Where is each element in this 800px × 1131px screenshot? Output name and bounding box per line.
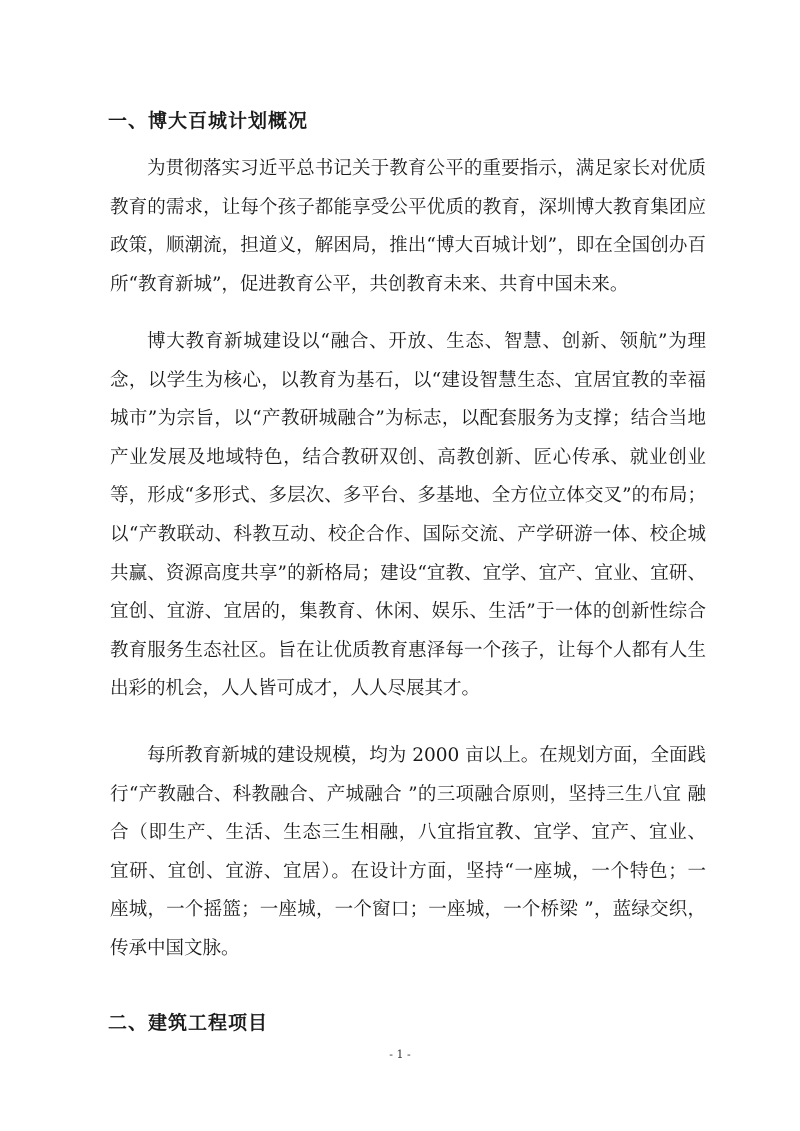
page-number: - 1 - xyxy=(389,1048,411,1061)
paragraph-intro: 为贯彻落实习近平总书记关于教育公平的重要指示，满足家长对优质教育的需求，让每个孩子都能享受公平优质的教育，深圳博大教育集团应政策，顺潮流，担道义，解困局，推出“博大百城计划”，即在全国创办百所“教育新城”，促进教育公平，共创教育未来、共育中国未来。 xyxy=(110,158,706,295)
paragraph-scale: 每所教育新城的建设规模，均为 2000 亩以上。在规划方面，全面践行“产教融合、科教融合、产城融合 ”的三项融合原则，坚持三生八宜 融合（即生产、生活、生态三生相融，八宜指宜教、宜学、宜产、宜业、 宜研、宜创、宜游、宜居）。在设计方面，坚持“一座城，一个特色；一 座城，一个摇篮；一座城，一个窗口；一座城，一个桥梁 ”，蓝绿交织， 传承中国文脉。 xyxy=(110,745,706,959)
section-heading-overview: 一、博大百城计划概况 xyxy=(108,110,309,132)
section-heading-construction: 二、建筑工程项目 xyxy=(108,1012,269,1034)
paragraph-concept: 博大教育新城建设以“融合、开放、生态、智慧、创新、领航”为理念，以学生为核心，以教育为基石，以“建设智慧生态、宜居宜教的幸福城市”为宗旨，以“产教研城融合”为标志，以配套服务为支撑；结合当地产业发展及地域特色，结合教研双创、高教创新、匠心传承、就业创业等，形成“多形式、多层次、多平台、多基地、全方位立体交叉”的布局；以“产教联动、科教互动、校企合作、国际交流、产学研游一体、校企城共赢、资源高度共享”的新格局；建设“宜教、宜学、宜产、宜业、宜研、宜创、宜游、宜居的，集教育、休闲、娱乐、生活”于一体的创新性综合教育服务生态社区。旨在让优质教育惠泽每一个孩子，让每个人都有人生出彩的机会，人人皆可成才，人人尽展其才。 xyxy=(110,331,706,700)
